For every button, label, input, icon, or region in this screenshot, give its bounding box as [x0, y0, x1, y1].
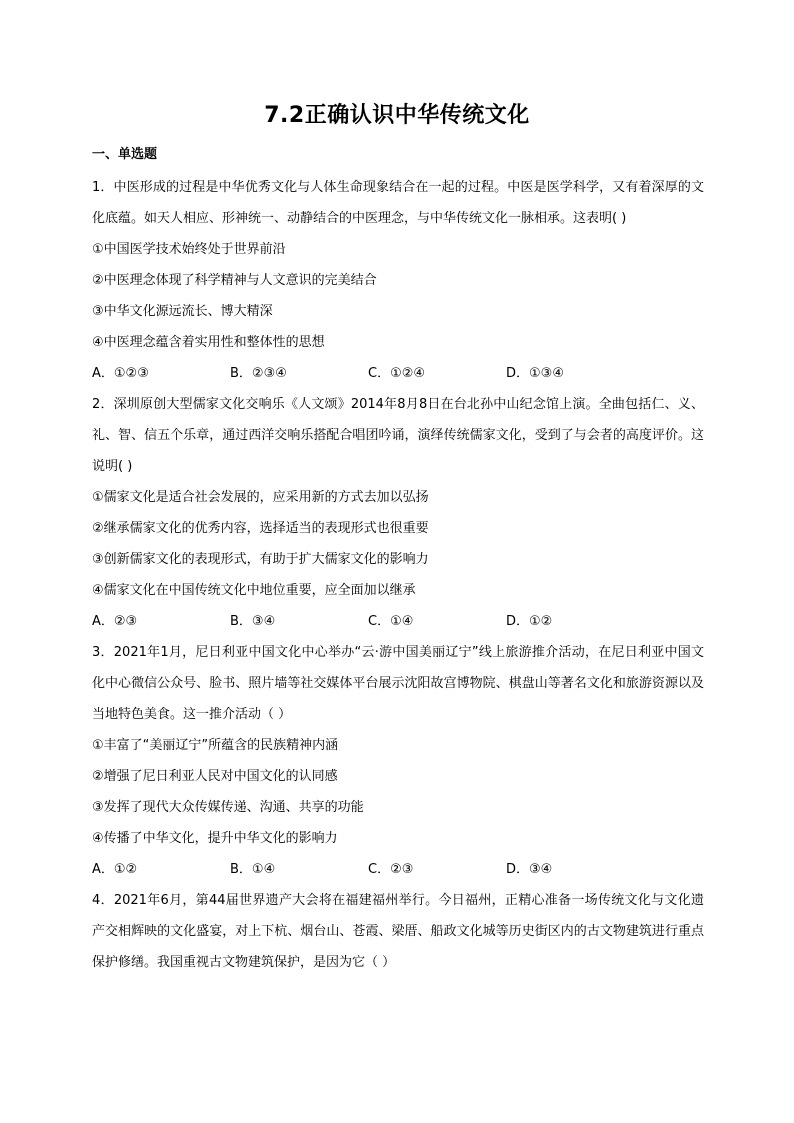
- answer-choice-b: B．③④: [230, 614, 276, 629]
- statement-option: ①中国医学技术始终处于世界前沿: [92, 242, 286, 257]
- answer-choice-c: C．①②④: [368, 366, 426, 381]
- answer-choices: [92, 854, 704, 885]
- answer-choice-a: A．①②: [92, 862, 138, 877]
- statement-option: ③发挥了现代大众传媒传递、沟通、共享的功能: [92, 800, 364, 815]
- answer-choice-d: D．③④: [506, 862, 553, 877]
- question-stem: 4．2021年6月，第44届世界遗产大会将在福建福州举行。今日福州，正精心准备一场传统文化与文化遗产交相辉映的文化盛宴，对上下杭、烟台山、苍霞、梁厝、船政文化城等历史街区内的古文物建筑进行重点保护修缮。我国重视古文物建筑保护，是因为它（ ）: [92, 893, 704, 970]
- section-heading: 一、单选题: [92, 147, 158, 162]
- statement-option: ③创新儒家文化的表现形式，有助于扩大儒家文化的影响力: [92, 552, 429, 567]
- question-4: [92, 885, 704, 978]
- statement-option: ②继承儒家文化的优秀内容，选择适当的表现形式也很重要: [92, 521, 429, 536]
- question-stem: 3．2021年1月，尼日利亚中国文化中心举办“云·游中国美丽辽宁”线上旅游推介活动，在尼日利亚中国文化中心微信公众号、脸书、照片墙等社交媒体平台展示沈阳故宫博物院、棋盘山等著名文化和旅游资源以及当地特色美食。这一推介活动（ ）: [92, 645, 704, 722]
- answer-choice-c: C．①④: [368, 614, 414, 629]
- answer-choice-d: D．①②: [506, 614, 553, 629]
- answer-choices: [92, 358, 704, 389]
- question-stem: 1．中医形成的过程是中华优秀文化与人体生命现象结合在一起的过程。中医是医学科学，又有着深厚的文化底蕴。如天人相应、形神统一、动静结合的中医理念，与中华传统文化一脉相承。这表明( ): [92, 180, 704, 226]
- statement-option: ③中华文化源远流长、博大精深: [92, 304, 273, 319]
- statement-option: ①儒家文化是适合社会发展的，应采用新的方式去加以弘扬: [92, 490, 429, 505]
- statement-option: ④传播了中华文化，提升中华文化的影响力: [92, 831, 338, 846]
- answer-choice-a: A．②③: [92, 614, 138, 629]
- answer-choice-a: A．①②③: [92, 366, 149, 381]
- statement-option: ④中医理念蕴含着实用性和整体性的思想: [92, 335, 325, 350]
- statement-option: ②中医理念体现了科学精神与人文意识的完美结合: [92, 273, 377, 288]
- question-list: [92, 172, 704, 978]
- page-title: 7.2正确认识中华传统文化: [264, 103, 530, 128]
- question-stem: 2．深圳原创大型儒家文化交响乐《人文颂》2014年8月8日在台北孙中山纪念馆上演。全曲包括仁、义、礼、智、信五个乐章，通过西洋交响乐搭配合唱团吟诵，演绎传统儒家文化，受到了与会者的高度评价。这说明( ): [92, 397, 704, 474]
- statement-option: ②增强了尼日利亚人民对中国文化的认同感: [92, 769, 338, 784]
- question-1: [92, 172, 704, 389]
- statement-option: ④儒家文化在中国传统文化中地位重要，应全面加以继承: [92, 583, 416, 598]
- answer-choice-b: B．①④: [230, 862, 276, 877]
- answer-choice-b: B．②③④: [230, 366, 287, 381]
- answer-choice-d: D．①③④: [506, 366, 564, 381]
- statement-option: ①丰富了“美丽辽宁”所蕴含的民族精神内涵: [92, 738, 339, 753]
- answer-choices: [92, 606, 704, 637]
- question-3: [92, 637, 704, 885]
- question-2: [92, 389, 704, 637]
- answer-choice-c: C．②③: [368, 862, 414, 877]
